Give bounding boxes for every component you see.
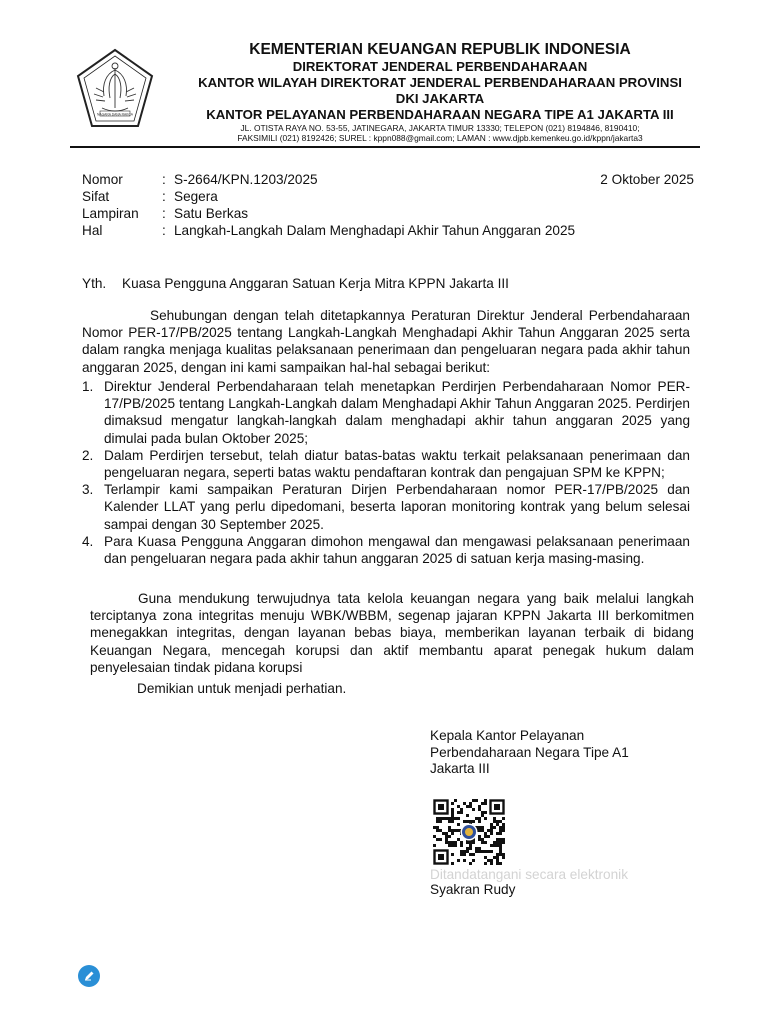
qr-module <box>499 820 502 823</box>
qr-module <box>484 799 487 802</box>
qr-module <box>493 817 496 820</box>
qr-module <box>454 841 457 844</box>
qr-module <box>478 808 481 811</box>
qr-module <box>502 829 505 832</box>
qr-module <box>499 826 502 829</box>
qr-module <box>484 832 487 835</box>
qr-module <box>454 829 457 832</box>
qr-module <box>490 826 493 829</box>
letterhead-divider <box>70 146 700 148</box>
qr-module <box>472 820 475 823</box>
signer-name: Syakran Rudy <box>430 882 516 897</box>
letterhead-text <box>160 40 720 143</box>
qr-module <box>499 832 502 835</box>
list-item <box>82 447 690 481</box>
qr-module <box>496 832 499 835</box>
list-text: Direktur Jenderal Perbendaharaan telah menetapkan Perdirjen Perbendaharaan Nomor PER-17/PB/2025 tentang Langkah-Langkah dalam Menghadapi Akhir Tahun Anggaran 2025. Perdirjen dimaksud mengatur langkah-langkah dalam menghadapi akhir tahun anggaran 2025 yang dimulai pada bulan Oktober 2025; <box>104 379 690 446</box>
qr-module <box>463 853 466 856</box>
qr-module <box>481 829 484 832</box>
qr-module <box>445 835 448 838</box>
qr-module <box>499 853 502 856</box>
letter-meta <box>82 171 694 239</box>
qr-module <box>493 841 496 844</box>
list-number: 4. <box>82 533 94 549</box>
meta-sifat <box>82 188 694 205</box>
qr-module <box>457 811 460 814</box>
qr-module <box>499 850 502 853</box>
qr-module <box>442 817 445 820</box>
qr-module <box>490 829 493 832</box>
qr-module <box>460 811 463 814</box>
list-number: 2. <box>82 447 94 463</box>
qr-module <box>457 817 460 820</box>
qr-module <box>436 817 439 820</box>
qr-module <box>496 862 499 865</box>
qr-module <box>499 838 502 841</box>
qr-module <box>448 835 451 838</box>
qr-module <box>463 802 466 805</box>
qr-module <box>484 817 487 820</box>
qr-module <box>469 847 472 850</box>
qr-module <box>496 838 499 841</box>
qr-module <box>481 838 484 841</box>
qr-module <box>490 859 493 862</box>
qr-module <box>451 841 454 844</box>
recipient-name: Kuasa Pengguna Anggaran Satuan Kerja Mitra KPPN Jakarta III <box>122 276 509 291</box>
signer-title-3: Jakarta III <box>430 761 490 776</box>
qr-module <box>442 832 445 835</box>
qr-module <box>490 850 493 853</box>
signer-title-2: Perbendaharaan Negara Tipe A1 <box>430 744 629 760</box>
list-text: Para Kuasa Pengguna Anggaran dimohon mengawal dan mengawasi pelaksanaan penerimaan dan pengeluaran negara pada akhir tahun anggaran 2025 di satuan kerja masing-masing. <box>104 533 690 567</box>
qr-module <box>490 862 493 865</box>
qr-module <box>433 835 436 838</box>
recipient <box>82 276 509 291</box>
qr-module <box>472 808 475 811</box>
qr-module <box>496 853 499 856</box>
qr-module <box>451 802 454 805</box>
qr-module <box>436 826 439 829</box>
qr-module <box>490 832 493 835</box>
qr-module <box>481 802 484 805</box>
qr-module <box>448 826 451 829</box>
qr-module <box>445 838 448 841</box>
qr-module <box>433 844 436 847</box>
qr-module <box>502 817 505 820</box>
qr-module <box>466 841 469 844</box>
instruction-list <box>82 378 690 567</box>
kemenkeu-logo-icon <box>72 48 158 130</box>
qr-module <box>502 856 505 859</box>
qr-module <box>478 805 481 808</box>
qr-module <box>487 859 490 862</box>
qr-module <box>499 844 502 847</box>
qr-module <box>475 850 478 853</box>
qr-module <box>451 814 454 817</box>
office-address-2: FAKSIMILI (021) 8192426; SUREL : kppn088@gmail.com; LAMAN : www.djpb.kemenkeu.go.id/kppn/jakarta3 <box>237 133 643 143</box>
list-item <box>82 533 690 567</box>
pen-fab-icon <box>82 969 96 983</box>
qr-module <box>469 805 472 808</box>
qr-module <box>481 850 484 853</box>
qr-module <box>478 817 481 820</box>
signer-title-1: Kepala Kantor Pelayanan <box>430 728 585 743</box>
qr-module <box>502 826 505 829</box>
ministry-name: KEMENTERIAN KEUANGAN REPUBLIK INDONESIA <box>249 41 631 58</box>
qr-module <box>469 841 472 844</box>
qr-module <box>460 844 463 847</box>
qr-module <box>478 835 481 838</box>
qr-module <box>445 841 448 844</box>
qr-module <box>481 814 484 817</box>
qr-module <box>457 838 460 841</box>
list-text: Terlampir kami sampaikan Peraturan Dirjen Perbendaharaan nomor PER-17/PB/2025 dan Kalender LLAT yang perlu dipedomani, beserta laporan monitoring kontrak yang belum selesai sampai dengan 30 September 2025. <box>104 482 690 532</box>
qr-module <box>445 832 448 835</box>
qr-module <box>499 841 502 844</box>
hal-value: Langkah-Langkah Dalam Menghadapi Akhir Tahun Anggaran 2025 <box>174 223 576 238</box>
qr-module <box>499 829 502 832</box>
qr-module <box>451 817 454 820</box>
meta-lampiran <box>82 205 694 222</box>
pen-fab-button[interactable] <box>78 965 100 987</box>
qr-module <box>496 856 499 859</box>
letterhead <box>0 40 768 143</box>
province-name: DKI JAKARTA <box>395 91 485 106</box>
qr-module <box>448 820 451 823</box>
qr-module <box>451 832 454 835</box>
electronic-signature-note: Ditandatangani secara elektronik <box>430 867 628 882</box>
qr-module <box>451 844 454 847</box>
qr-module <box>469 862 472 865</box>
recipient-prefix: Yth. <box>82 276 107 291</box>
qr-module <box>451 862 454 865</box>
colon: : <box>162 223 166 238</box>
nomor-label: Nomor <box>82 172 123 187</box>
qr-module <box>496 820 499 823</box>
integrity-paragraph: Guna mendukung terwujudnya tata kelola keuangan negara yang baik melalui langkah terciptanya zona integritas menuju WBK/WBBM, segenap jajaran KPPN Jakarta III berkomitmen menegakkan integritas, dengan layanan bebas biaya, memberikan layanan terbaik di bidang Keuangan Negara, mencegah korupsi dan aktif membantu aparat penegak hukum dalam penyelesaian tindak pidana korupsi <box>90 591 694 675</box>
qr-module <box>478 847 481 850</box>
qr-module <box>478 850 481 853</box>
qr-module <box>472 853 475 856</box>
regional-office-name: KANTOR WILAYAH DIREKTORAT JENDERAL PERBENDAHARAAN PROVINSI <box>198 75 682 90</box>
qr-module <box>436 838 439 841</box>
lampiran-value: Satu Berkas <box>174 206 249 221</box>
qr-module <box>499 862 502 865</box>
qr-module <box>481 841 484 844</box>
qr-module <box>484 862 487 865</box>
colon: : <box>162 172 166 187</box>
qr-module <box>496 823 499 826</box>
qr-module <box>469 802 472 805</box>
qr-module <box>493 844 496 847</box>
colon: : <box>162 189 166 204</box>
qr-module <box>451 820 454 823</box>
qr-module <box>457 829 460 832</box>
qr-module <box>472 859 475 862</box>
qr-module <box>454 799 457 802</box>
qr-module <box>475 847 478 850</box>
qr-module <box>466 820 469 823</box>
qr-module <box>469 853 472 856</box>
nomor-value: S-2664/KPN.1203/2025 <box>174 172 318 187</box>
qr-module <box>439 838 442 841</box>
qr-module <box>436 820 439 823</box>
qr-module <box>490 844 493 847</box>
qr-module <box>493 820 496 823</box>
qr-module <box>496 844 499 847</box>
qr-module <box>454 844 457 847</box>
qr-module <box>439 829 442 832</box>
qr-module <box>451 808 454 811</box>
qr-module <box>484 850 487 853</box>
qr-module <box>472 799 475 802</box>
qr-module <box>466 814 469 817</box>
hal-label: Hal <box>82 223 103 238</box>
qr-module <box>436 829 439 832</box>
signature-block <box>430 728 629 778</box>
qr-module <box>484 811 487 814</box>
lampiran-label: Lampiran <box>82 206 139 221</box>
qr-module <box>466 847 469 850</box>
qr-module <box>478 829 481 832</box>
qr-module <box>457 823 460 826</box>
sifat-value: Segera <box>174 189 218 204</box>
qr-module <box>496 841 499 844</box>
qr-module <box>460 853 463 856</box>
qr-module <box>466 805 469 808</box>
list-item <box>82 378 690 447</box>
qr-module <box>484 835 487 838</box>
qr-module <box>451 829 454 832</box>
qr-module <box>481 811 484 814</box>
qr-module <box>454 817 457 820</box>
meta-hal <box>82 222 694 239</box>
qr-module <box>445 817 448 820</box>
intro-paragraph: Sehubungan dengan telah ditetapkannya Peraturan Direktur Jenderal Perbendaharaan Nomor PER-17/PB/2025 tentang Langkah-Langkah Menghadapi Akhir Tahun Anggaran 2025 serta dalam rangka menjaga kualitas pelaksanaan penerimaan dan pengeluaran negara pada akhir tahun anggaran 2025, dengan ini kami sampaikan hal-hal sebagai berikut: <box>82 308 690 375</box>
qr-module <box>502 823 505 826</box>
qr-module <box>463 850 466 853</box>
qr-module <box>487 850 490 853</box>
qr-module <box>481 826 484 829</box>
directorate-name: DIREKTORAT JENDERAL PERBENDAHARAAN <box>292 59 588 74</box>
letter-date: 2 Oktober 2025 <box>600 172 694 187</box>
qr-module <box>484 856 487 859</box>
qr-module <box>460 808 463 811</box>
qr-module <box>439 820 442 823</box>
closing-sentence: Demikian untuk menjadi perhatian. <box>137 681 347 696</box>
qr-module <box>463 820 466 823</box>
qr-module <box>433 826 436 829</box>
qr-module <box>469 844 472 847</box>
qr-module <box>478 838 481 841</box>
qr-module <box>490 823 493 826</box>
qr-module <box>460 850 463 853</box>
qr-module <box>469 820 472 823</box>
qr-module <box>502 841 505 844</box>
qr-module <box>484 841 487 844</box>
qr-module <box>493 826 496 829</box>
list-text: Dalam Perdirjen tersebut, telah diatur batas-batas waktu terkait pelaksanaan penerimaan dan pengeluaran negara, seperti batas waktu pendaftaran kontrak dan pengajuan SPM ke KPPN; <box>104 447 690 481</box>
qr-module <box>487 835 490 838</box>
qr-module <box>496 859 499 862</box>
qr-module <box>475 799 478 802</box>
qr-module <box>499 847 502 850</box>
qr-module <box>466 850 469 853</box>
colon: : <box>162 206 166 221</box>
qr-module <box>457 859 460 862</box>
qr-module <box>475 817 478 820</box>
list-item <box>82 481 690 533</box>
qr-module <box>484 802 487 805</box>
qr-module <box>487 829 490 832</box>
qr-module <box>478 820 481 823</box>
qr-module <box>451 811 454 814</box>
qr-module <box>448 829 451 832</box>
qr-module <box>460 841 463 844</box>
office-name: KANTOR PELAYANAN PERBENDAHARAAN NEGARA TIPE A1 JAKARTA III <box>206 107 674 122</box>
office-address-1: JL. OTISTA RAYA NO. 53-55, JATINEGARA, JAKARTA TIMUR 13330; TELEPON (021) 8194846, 8190410; <box>240 123 640 133</box>
qr-module <box>448 817 451 820</box>
qr-code-icon <box>433 799 505 865</box>
qr-module <box>448 844 451 847</box>
qr-module <box>472 841 475 844</box>
logo-motto: NAGARA DANA RAKCA <box>97 112 133 117</box>
list-number: 3. <box>82 482 94 498</box>
qr-module <box>439 817 442 820</box>
qr-module <box>478 826 481 829</box>
sifat-label: Sifat <box>82 189 110 204</box>
qr-module <box>463 859 466 862</box>
list-number: 1. <box>82 379 94 394</box>
qr-module <box>502 853 505 856</box>
qr-module <box>451 853 454 856</box>
qr-module <box>493 856 496 859</box>
qr-module <box>448 841 451 844</box>
qr-module <box>457 805 460 808</box>
qr-module <box>502 838 505 841</box>
